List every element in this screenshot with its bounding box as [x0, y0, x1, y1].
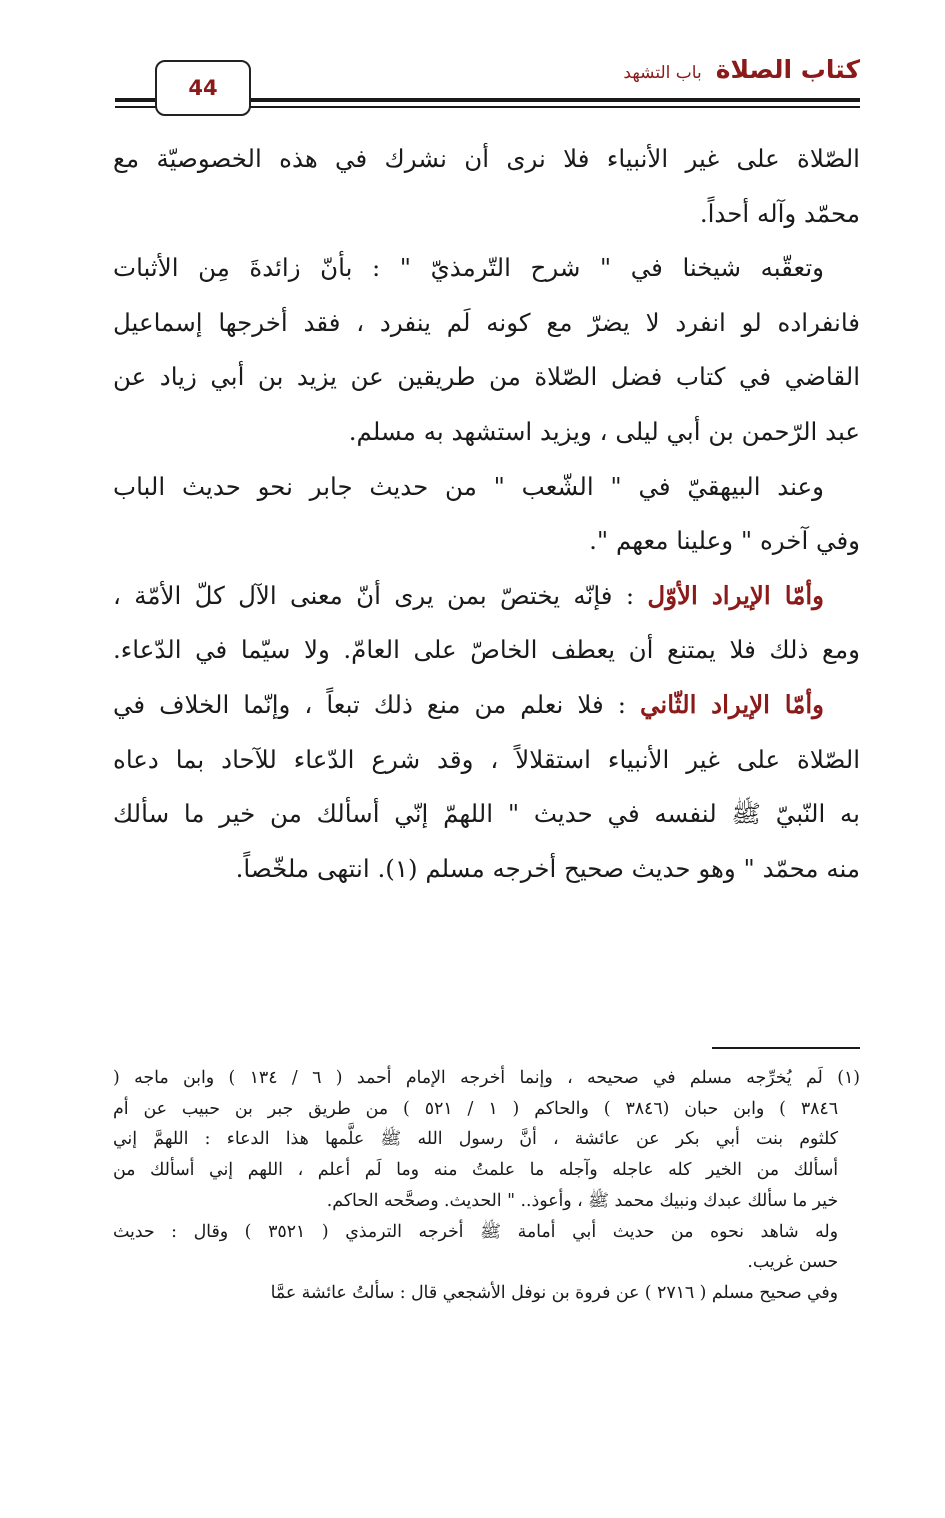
- book-title: كتاب الصلاة: [715, 55, 860, 84]
- paragraph: [113, 241, 860, 459]
- text-span: : فإنّه يختصّ بمن يرى أنّ معنى الآل كلّ الأمّة ،: [113, 580, 648, 610]
- footnote: [113, 1217, 860, 1278]
- page-header: [0, 0, 945, 130]
- text-line: ومع ذلك فلا يمتنع أن يعطف الخاصّ على العامّ. ولا سيّما في الدّعاء.: [113, 635, 860, 665]
- text-line: به النّبيّ ﷺ لنفسه في حديث " اللهمّ إنّي أسألك من خير ما سألك: [113, 799, 860, 829]
- text-line: منه محمّد " وهو حديث صحيح أخرجه مسلم (١). انتهى ملخّصاً.: [235, 853, 860, 883]
- footnote-line: أسألك من الخير كله عاجله وآجله ما علمتُ منه وما لَم أعلم ، اللهم إني أسألك من: [113, 1160, 838, 1181]
- text-line: وتعقّبه شيخنا في " شرح التّرمذيّ " : بأنّ زائدةَ مِن الأثبات: [113, 253, 824, 283]
- text-line: وفي آخره " وعلينا معهم ".: [589, 526, 860, 556]
- text-line: عبد الرّحمن بن أبي ليلى ، ويزيد استشهد به مسلم.: [348, 416, 860, 446]
- text-line: محمّد وآله أحداً.: [699, 198, 860, 228]
- paragraph: [113, 569, 860, 678]
- text-line: الصّلاة على غير الأنبياء فلا نرى أن نشرك في هذه الخصوصيّة مع: [113, 144, 860, 173]
- paragraph: [113, 132, 860, 241]
- footnote-line: (١) لَم يُخرِّجه مسلم في صحيحه ، وإنما أخرجه الإمام أحمد ( ٦ / ١٣٤ ) وابن ماجه (: [113, 1068, 860, 1088]
- running-header: [623, 55, 860, 84]
- text-line: فانفراده لو انفرد لا يضرّ مع كونه لَم ينفرد ، فقد أخرجها إسماعيل: [113, 307, 860, 337]
- text-span: : فلا نعلم من منع ذلك تبعاً ، وإنّما الخلاف في: [113, 689, 641, 719]
- footnote-line: كلثوم بنت أبي بكر عن عائشة ، أنَّ رسول الله ﷺ علَّمها هذا الدعاء : اللهمَّ إني: [113, 1129, 838, 1150]
- footnote-line: وله شاهد نحوه من حديث أبي أمامة ﷺ أخرجه الترمذي ( ٣٥٢١ ) وقال : حديث: [113, 1221, 838, 1242]
- footnotes: [113, 1063, 860, 1309]
- highlighted-term: وأمّا الإيراد الثّاني: [640, 689, 824, 719]
- highlighted-term: وأمّا الإيراد الأوّل: [647, 580, 825, 610]
- footnote: [113, 1278, 860, 1309]
- footnote-line: ٣٨٤٦ ) وابن حبان (٣٨٤٦ ) والحاكم ( ١ / ٥٢١ ) من طريق جبر بن حبيب عن أم: [113, 1098, 838, 1119]
- footnote-line: حسن غريب.: [747, 1252, 838, 1273]
- paragraph: [113, 460, 860, 569]
- text-line: القاضي في كتاب فضل الصّلاة من طريقين عن يزيد بن أبي زياد عن: [113, 362, 860, 392]
- footnote-line: وفي صحيح مسلم ( ٢٧١٦ ) عن فروة بن نوفل الأشجعي قال : سألتُ عائشة عمَّا: [270, 1282, 838, 1303]
- page-number: 44: [155, 60, 251, 116]
- footnote-line: خير ما سألك عبدك ونبيك محمد ﷺ ، وأعوذ.. " الحديث. وصحَّحه الحاكم.: [326, 1190, 838, 1211]
- text-line: [113, 569, 860, 624]
- chapter-title: باب التشهد: [623, 63, 702, 83]
- text-line: وعند البيهقيّ في " الشّعب " من حديث جابر نحو حديث الباب: [113, 471, 824, 501]
- footnote: [113, 1063, 860, 1217]
- footnote-separator: [712, 1047, 860, 1049]
- main-text: [113, 132, 860, 896]
- text-line: [113, 678, 860, 733]
- paragraph: [113, 678, 860, 896]
- text-line: الصّلاة على غير الأنبياء استقلالاً ، وقد شرع الدّعاء للآحاد بما دعاه: [113, 744, 861, 774]
